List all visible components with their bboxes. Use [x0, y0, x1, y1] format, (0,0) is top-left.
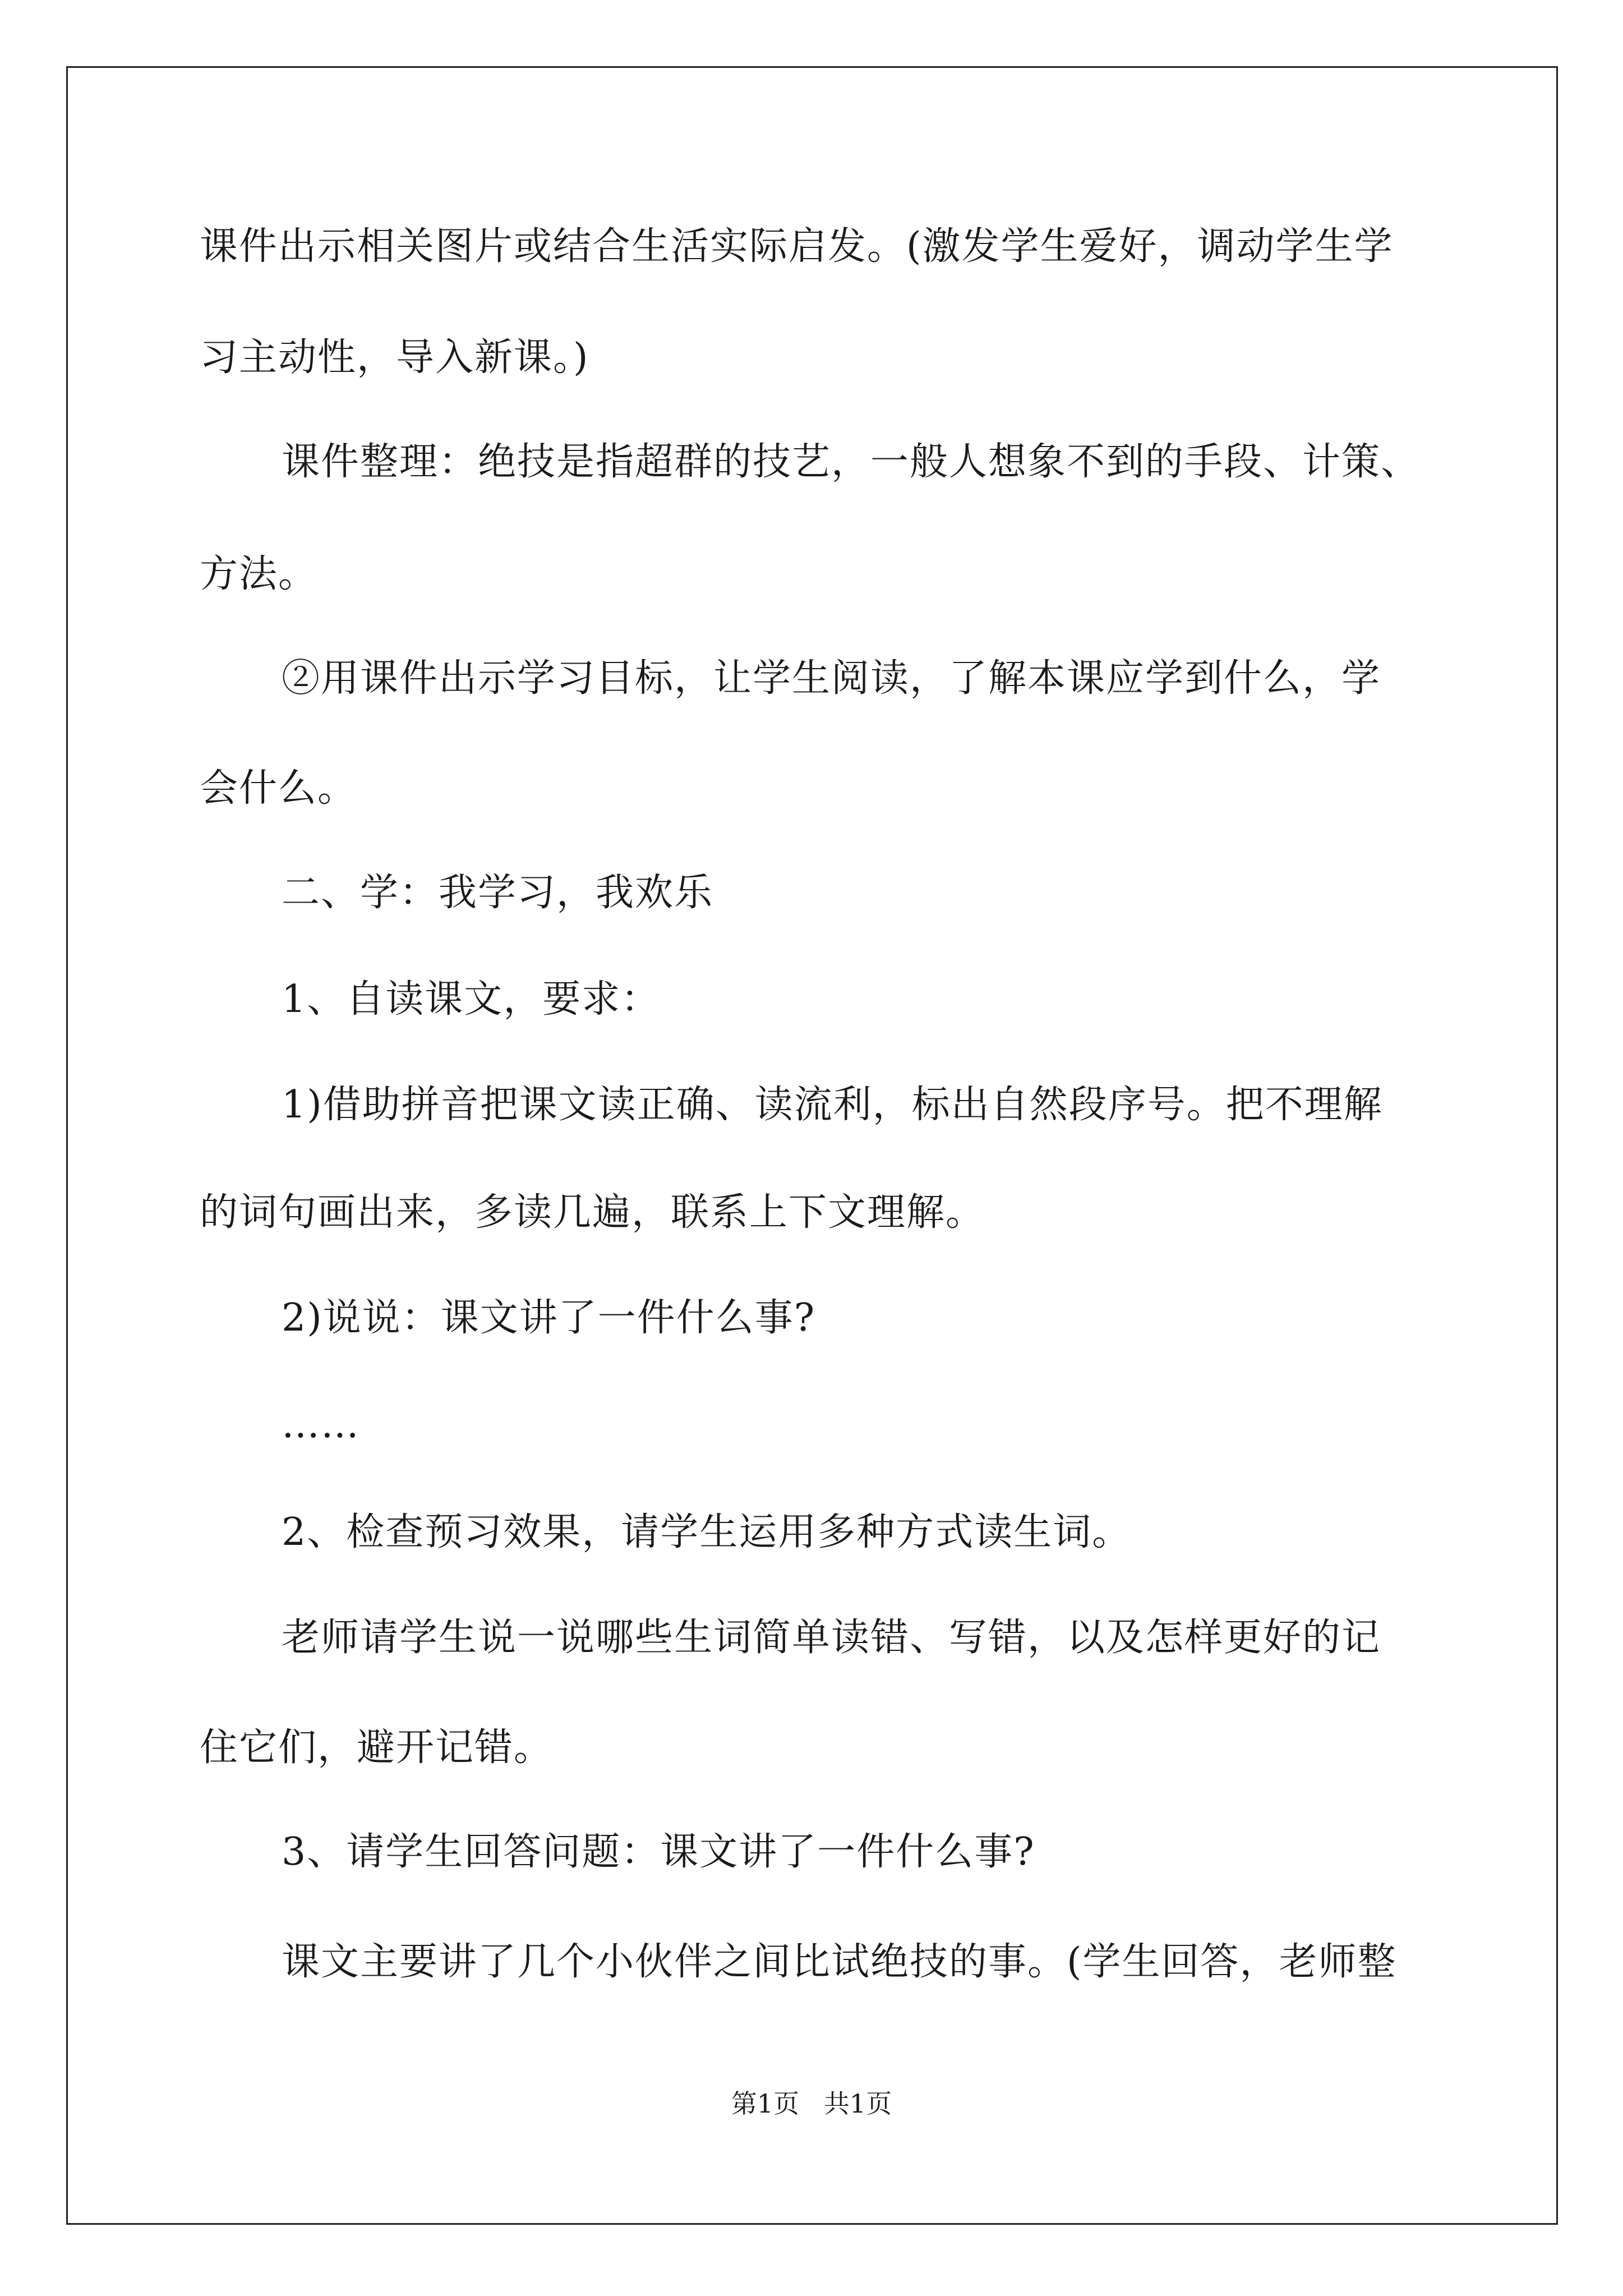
list-item: 2、检查预习效果，请学生运用多种方式读生词。: [282, 1510, 1132, 1554]
list-item: 2)说说：课文讲了一件什么事?: [282, 1296, 816, 1340]
list-item: 1)借助拼音把课文读正确、读流利，标出自然段序号。把不理解: [282, 1083, 1383, 1127]
paragraph-start-line: 老师请学生说一说哪些生词简单读错、写错，以及怎样更好的记: [282, 1616, 1381, 1660]
text-line: 方法。: [200, 552, 318, 596]
paragraph-start-line: ②用课件出示学习目标，让学生阅读，了解本课应学到什么，学: [282, 656, 1381, 701]
list-item: 3、请学生回答问题：课文讲了一件什么事?: [282, 1830, 1035, 1874]
list-item: 1、自读课文，要求：: [282, 977, 661, 1022]
page-number-footer: 第1页 共1页: [731, 2088, 892, 2119]
text-line: 会什么。: [200, 766, 357, 811]
paragraph-start-line: 课文主要讲了几个小伙伴之间比试绝技的事。(学生回答，老师整: [282, 1940, 1397, 1984]
text-line: 的词句画出来，多读几遍，联系上下文理解。: [200, 1190, 985, 1235]
text-line: 习主动性，导入新课。): [200, 335, 589, 380]
section-heading: 二、学：我学习，我欢乐: [282, 871, 714, 915]
text-line: 住它们，避开记错。: [200, 1726, 554, 1770]
paragraph-start-line: 课件整理：绝技是指超群的技艺，一般人想象不到的手段、计策、: [282, 440, 1421, 484]
ellipsis-line: ……: [282, 1402, 360, 1447]
text-line: 课件出示相关图片或结合生活实际启发。(激发学生爱好，调动学生学: [200, 224, 1394, 269]
page-border: [66, 66, 1558, 2225]
